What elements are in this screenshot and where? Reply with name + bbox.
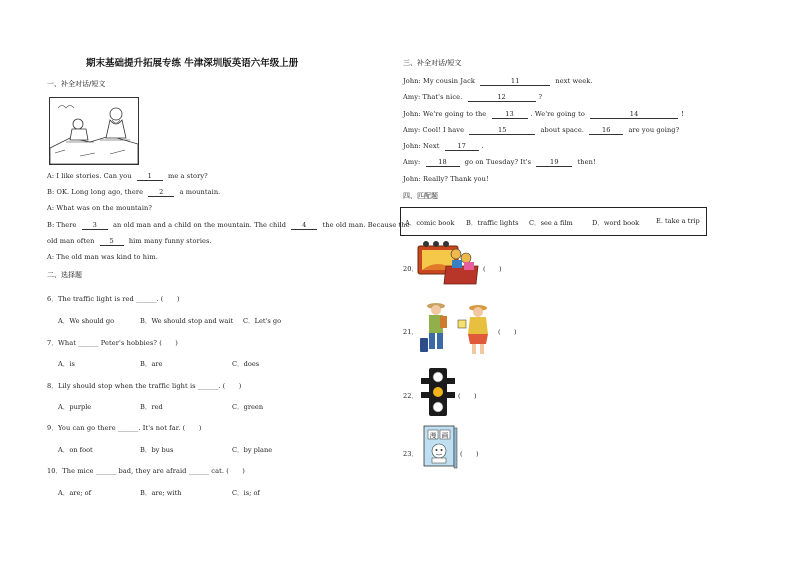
- question-8-stem: 8．Lily should stop when the traffic light is ______. ( ): [47, 382, 242, 390]
- question-10-option-b[interactable]: B．are; with: [140, 489, 182, 497]
- dialog-line-6: A: The old man was kind to him.: [47, 253, 158, 261]
- question-7-option-b[interactable]: B．are: [140, 360, 163, 368]
- match-item-23-number: 23．: [403, 450, 419, 458]
- question-10-stem: 10．The mice ______ bad, they are afraid ______ cat. ( ): [47, 467, 245, 475]
- match-item-22-number: 22．: [403, 392, 419, 400]
- dialog-line-4: B: There 3 an old man and a child on the mountain. The child 4 the old man. Because the: [47, 221, 410, 229]
- dialog-line-20: John: Really? Thank you!: [403, 175, 489, 183]
- question-8-option-c[interactable]: C．green: [232, 403, 264, 411]
- traffic-light-icon: [420, 366, 456, 418]
- question-9-option-c[interactable]: C．by plane: [232, 446, 273, 454]
- match-option-e: E. take a trip: [656, 217, 700, 225]
- blank-18[interactable]: 18: [426, 158, 460, 167]
- question-7-stem: 7．What ______ Peter's hobbies? ( ): [47, 339, 178, 347]
- question-8-option-a[interactable]: A．purple: [58, 403, 92, 411]
- match-option-d: D．word book: [592, 219, 640, 227]
- question-6-option-b[interactable]: B．We should stop and wait: [140, 317, 234, 325]
- blank-17[interactable]: 17: [445, 142, 479, 151]
- dialog-line-15: Amy: Cool! I have 15 about space. 16 are you going?: [403, 126, 680, 134]
- question-6-option-c[interactable]: C．Let's go: [243, 317, 282, 325]
- question-8-option-b[interactable]: B．red: [140, 403, 163, 411]
- film-icon: [416, 240, 480, 288]
- dialog-line-5: old man often 5 him many funny stories.: [47, 237, 212, 245]
- question-7-option-a[interactable]: A．is: [58, 360, 75, 368]
- section-2-heading: 二、选择题: [47, 271, 82, 279]
- dialog-line-2: B: OK. Long long ago, there 2 a mountain.: [47, 188, 221, 196]
- question-10-option-c[interactable]: C．is; of: [232, 489, 260, 497]
- blank-16[interactable]: 16: [589, 126, 623, 135]
- blank-3[interactable]: 3: [82, 221, 108, 230]
- blank-14[interactable]: 14: [590, 110, 678, 119]
- match-option-b: B．traffic lights: [466, 219, 519, 227]
- comic-book-icon: [422, 424, 458, 470]
- section-4-heading: 四、匹配题: [403, 192, 438, 200]
- question-9-stem: 9．You can go there ______. It's not far. ( ): [47, 424, 202, 432]
- question-6-option-a[interactable]: A．We should go: [58, 317, 115, 325]
- dialog-line-18: Amy: 18 go on Tuesday? It's 19 then!: [403, 158, 596, 166]
- match-item-22-answer[interactable]: ( ): [458, 392, 477, 400]
- match-item-21-answer[interactable]: ( ): [498, 328, 517, 336]
- dialog-line-17: John: Next 17 .: [403, 142, 484, 150]
- blank-4[interactable]: 4: [291, 221, 317, 230]
- question-10-option-a[interactable]: A．are; of: [58, 489, 92, 497]
- blank-2[interactable]: 2: [148, 188, 174, 197]
- question-9-option-a[interactable]: A．on foot: [58, 446, 93, 454]
- page-title: 期末基础提升拓展专练 牛津深圳版英语六年级上册: [86, 58, 299, 69]
- tourists-icon: [418, 298, 496, 358]
- question-9-option-b[interactable]: B．by bus: [140, 446, 174, 454]
- match-item-21-number: 21．: [403, 328, 419, 336]
- match-option-c: C．see a film: [529, 219, 573, 227]
- blank-13[interactable]: 13: [492, 110, 528, 119]
- comic-cover-char-1: 漫: [429, 431, 437, 440]
- section-1-heading: 一、补全对话/短文: [47, 80, 106, 88]
- question-7-option-c[interactable]: C．does: [232, 360, 260, 368]
- dialog-line-3: A: What was on the mountain?: [47, 204, 153, 212]
- dialog-line-12: Amy: That's nice. 12 ?: [403, 93, 543, 101]
- section-3-heading: 三、补全对话/短文: [403, 59, 462, 67]
- match-option-a: A．comic book: [405, 219, 455, 227]
- dialog-line-1: A: I like stories. Can you 1 me a story?: [47, 172, 208, 180]
- blank-11[interactable]: 11: [480, 77, 550, 86]
- blank-5[interactable]: 5: [100, 237, 124, 246]
- match-item-23-answer[interactable]: ( ): [460, 450, 479, 458]
- comic-cover-char-2: 画: [441, 431, 449, 440]
- blank-12[interactable]: 12: [468, 93, 536, 102]
- dialog-line-11: John: My cousin Jack 11 next week.: [403, 77, 593, 85]
- dialog-line-13: John: We're going to the 13 . We're going to 14 !: [403, 110, 684, 118]
- blank-15[interactable]: 15: [469, 126, 535, 135]
- match-item-20-number: 20．: [403, 265, 419, 273]
- blank-1[interactable]: 1: [137, 172, 163, 181]
- question-6-stem: 6．The traffic light is red ______. ( ): [47, 295, 180, 303]
- old-man-and-child-illustration: [50, 98, 138, 164]
- match-item-20-answer[interactable]: ( ): [483, 265, 502, 273]
- story-picture: [49, 97, 139, 165]
- blank-19[interactable]: 19: [536, 158, 572, 167]
